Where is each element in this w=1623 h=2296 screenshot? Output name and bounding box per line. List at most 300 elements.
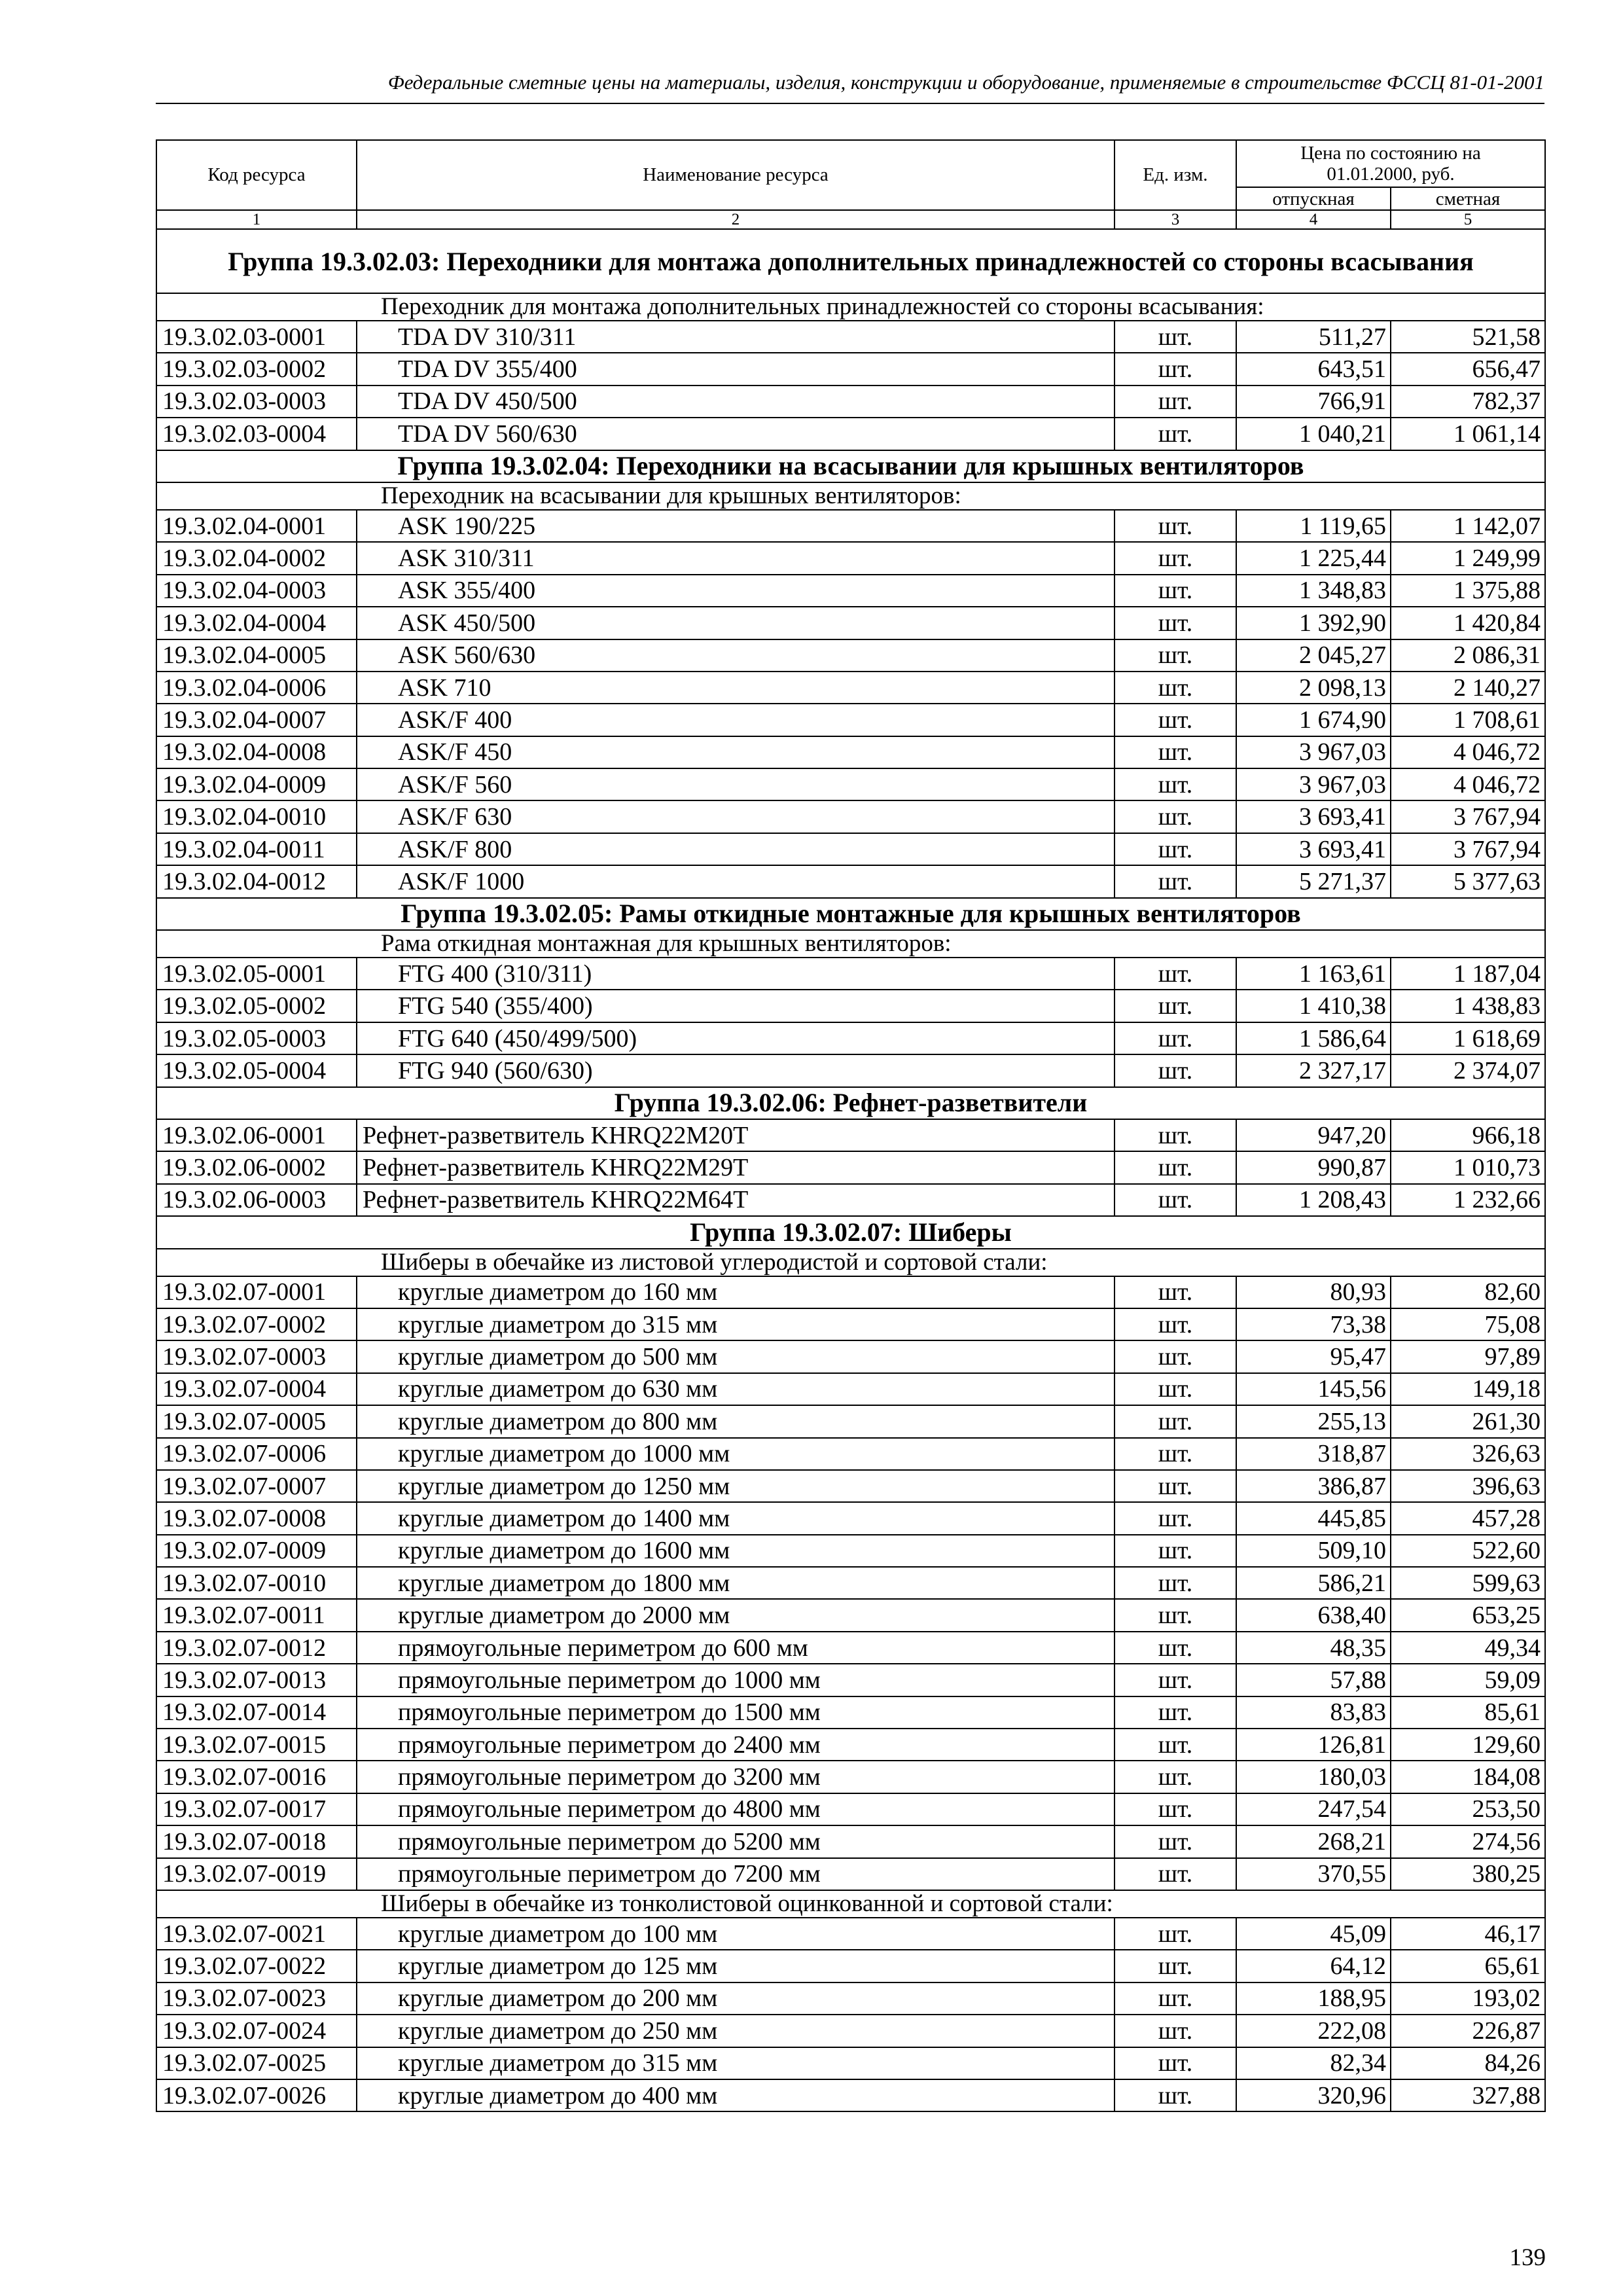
resource-code: 19.3.02.07-0009 [156,1535,357,1567]
table-row [156,542,1545,574]
resource-code: 19.3.02.03-0003 [156,386,357,418]
unit: шт. [1115,990,1236,1022]
release-price: 247,54 [1236,1793,1391,1825]
resource-name: круглые диаметром до 1800 мм [357,1567,1115,1599]
estimate-price: 4 046,72 [1391,768,1545,800]
resource-code: 19.3.02.04-0007 [156,704,357,736]
release-price: 255,13 [1236,1405,1391,1437]
unit: шт. [1115,1696,1236,1729]
estimate-price: 129,60 [1391,1729,1545,1761]
estimate-price: 327,88 [1391,2079,1545,2111]
estimate-price: 1 420,84 [1391,607,1545,639]
estimate-price: 1 618,69 [1391,1022,1545,1054]
release-price: 57,88 [1236,1664,1391,1696]
estimate-price: 2 140,27 [1391,672,1545,704]
table-row [156,1567,1545,1599]
table-row [156,865,1545,897]
release-price: 3 693,41 [1236,800,1391,833]
table-row [156,1918,1545,1950]
unit: шт. [1115,704,1236,736]
estimate-price: 521,58 [1391,321,1545,353]
table-row [156,768,1545,800]
resource-code: 19.3.02.07-0013 [156,1664,357,1696]
subgroup-row [156,1890,1545,1918]
release-price: 180,03 [1236,1761,1391,1793]
unit: шт. [1115,353,1236,385]
table-row [156,1502,1545,1534]
estimate-price: 457,28 [1391,1502,1545,1534]
release-price: 1 208,43 [1236,1184,1391,1216]
table-row [156,1950,1545,1982]
unit: шт. [1115,672,1236,704]
resource-code: 19.3.02.07-0007 [156,1470,357,1502]
resource-code: 19.3.02.07-0026 [156,2079,357,2111]
release-price: 947,20 [1236,1119,1391,1151]
table-row [156,833,1545,865]
unit: шт. [1115,1502,1236,1534]
table-row [156,607,1545,639]
resource-name: ASK 450/500 [357,607,1115,639]
release-price: 509,10 [1236,1535,1391,1567]
estimate-price: 396,63 [1391,1470,1545,1502]
release-price: 188,95 [1236,1982,1391,2015]
resource-code: 19.3.02.07-0004 [156,1373,357,1405]
resource-code: 19.3.02.07-0014 [156,1696,357,1729]
table-row [156,1308,1545,1340]
resource-code: 19.3.02.03-0004 [156,418,357,450]
resource-code: 19.3.02.04-0008 [156,736,357,768]
resource-code: 19.3.02.07-0002 [156,1308,357,1340]
unit: шт. [1115,800,1236,833]
unit: шт. [1115,1632,1236,1664]
resource-name: TDA DV 560/630 [357,418,1115,450]
release-price: 586,21 [1236,1567,1391,1599]
resource-code: 19.3.02.04-0005 [156,639,357,672]
unit: шт. [1115,1151,1236,1183]
resource-name: круглые диаметром до 250 мм [357,2015,1115,2047]
subgroup-title: Рама откидная монтажная для крышных вентиляторов: [156,930,1545,958]
table-row [156,321,1545,353]
subgroup-title: Шиберы в обечайке из листовой углеродистой и сортовой стали: [156,1249,1545,1276]
estimate-price: 4 046,72 [1391,736,1545,768]
estimate-price: 261,30 [1391,1405,1545,1437]
resource-code: 19.3.02.07-0001 [156,1276,357,1308]
estimate-price: 1 061,14 [1391,418,1545,450]
unit: шт. [1115,386,1236,418]
group-title: Группа 19.3.02.07: Шиберы [156,1216,1545,1248]
release-price: 445,85 [1236,1502,1391,1534]
unit: шт. [1115,1761,1236,1793]
group-title: Группа 19.3.02.04: Переходники на всасывании для крышных вентиляторов [156,450,1545,482]
table-row [156,510,1545,542]
release-price: 370,55 [1236,1858,1391,1890]
column-header-release-price: отпускная [1236,187,1391,210]
estimate-price: 97,89 [1391,1340,1545,1372]
table-body [156,229,1545,2111]
resource-code: 19.3.02.07-0021 [156,1918,357,1950]
release-price: 1 392,90 [1236,607,1391,639]
release-price: 3 967,03 [1236,768,1391,800]
estimate-price: 85,61 [1391,1696,1545,1729]
unit: шт. [1115,1276,1236,1308]
column-header-unit: Ед. изм. [1115,140,1236,210]
table-row [156,1373,1545,1405]
resource-name: ASK 310/311 [357,542,1115,574]
running-header: Федеральные сметные цены на материалы, изделия, конструкции и оборудование, применяемые в строительстве ФССЦ 81-01-2001 [387,71,1544,94]
group-title: Группа 19.3.02.05: Рамы откидные монтажные для крышных вентиляторов [156,898,1545,930]
release-price: 80,93 [1236,1276,1391,1308]
unit: шт. [1115,1184,1236,1216]
unit: шт. [1115,1599,1236,1631]
estimate-price: 1 438,83 [1391,990,1545,1022]
table-row [156,990,1545,1022]
unit: шт. [1115,1470,1236,1502]
release-price: 95,47 [1236,1340,1391,1372]
estimate-price: 1 142,07 [1391,510,1545,542]
resource-name: ASK/F 1000 [357,865,1115,897]
release-price: 643,51 [1236,353,1391,385]
estimate-price: 2 374,07 [1391,1054,1545,1086]
resource-code: 19.3.02.07-0019 [156,1858,357,1890]
release-price: 48,35 [1236,1632,1391,1664]
resource-name: TDA DV 310/311 [357,321,1115,353]
resource-name: прямоугольные периметром до 1000 мм [357,1664,1115,1696]
release-price: 83,83 [1236,1696,1391,1729]
resource-name: TDA DV 355/400 [357,353,1115,385]
resource-code: 19.3.02.04-0001 [156,510,357,542]
resource-name: круглые диаметром до 125 мм [357,1950,1115,1982]
estimate-price: 184,08 [1391,1761,1545,1793]
estimate-price: 1 249,99 [1391,542,1545,574]
table-row [156,1054,1545,1086]
release-price: 3 967,03 [1236,736,1391,768]
subgroup-row [156,930,1545,958]
resource-code: 19.3.02.04-0011 [156,833,357,865]
table-row [156,1632,1545,1664]
estimate-price: 599,63 [1391,1567,1545,1599]
unit: шт. [1115,1119,1236,1151]
column-header-code: Код ресурса [156,140,357,210]
unit: шт. [1115,1918,1236,1950]
resource-name: ASK 560/630 [357,639,1115,672]
resource-code: 19.3.02.07-0003 [156,1340,357,1372]
resource-name: круглые диаметром до 1600 мм [357,1535,1115,1567]
resource-name: круглые диаметром до 2000 мм [357,1599,1115,1631]
group-title: Группа 19.3.02.06: Рефнет-разветвители [156,1087,1545,1119]
estimate-price: 253,50 [1391,1793,1545,1825]
release-price: 1 163,61 [1236,958,1391,990]
resource-code: 19.3.02.06-0003 [156,1184,357,1216]
resource-name: круглые диаметром до 160 мм [357,1276,1115,1308]
resource-code: 19.3.02.05-0004 [156,1054,357,1086]
unit: шт. [1115,1982,1236,2015]
table-row [156,1664,1545,1696]
estimate-price: 326,63 [1391,1438,1545,1470]
resource-name: круглые диаметром до 400 мм [357,2079,1115,2111]
release-price: 1 348,83 [1236,575,1391,607]
resource-code: 19.3.02.07-0015 [156,1729,357,1761]
release-price: 2 327,17 [1236,1054,1391,1086]
column-number: 1 [156,210,357,229]
resource-code: 19.3.02.03-0002 [156,353,357,385]
column-number: 2 [357,210,1115,229]
table-row [156,2079,1545,2111]
column-header-price: Цена по состоянию на 01.01.2000, руб. [1236,140,1545,187]
unit: шт. [1115,2079,1236,2111]
resource-name: прямоугольные периметром до 2400 мм [357,1729,1115,1761]
resource-name: TDA DV 450/500 [357,386,1115,418]
unit: шт. [1115,510,1236,542]
resource-name: прямоугольные периметром до 4800 мм [357,1793,1115,1825]
table-row [156,1438,1545,1470]
estimate-price: 380,25 [1391,1858,1545,1890]
unit: шт. [1115,1535,1236,1567]
unit: шт. [1115,607,1236,639]
table-row [156,353,1545,385]
release-price: 126,81 [1236,1729,1391,1761]
resource-name: ASK/F 450 [357,736,1115,768]
release-price: 64,12 [1236,1950,1391,1982]
table-row [156,1470,1545,1502]
page-number: 139 [1509,2244,1546,2271]
release-price: 222,08 [1236,2015,1391,2047]
column-number: 4 [1236,210,1391,229]
estimate-price: 193,02 [1391,1982,1545,2015]
table-row [156,1982,1545,2015]
resource-name: FTG 400 (310/311) [357,958,1115,990]
estimate-price: 226,87 [1391,2015,1545,2047]
table-row [156,1599,1545,1631]
resource-name: прямоугольные периметром до 600 мм [357,1632,1115,1664]
resource-name: ASK 355/400 [357,575,1115,607]
estimate-price: 1 708,61 [1391,704,1545,736]
table-row [156,418,1545,450]
estimate-price: 149,18 [1391,1373,1545,1405]
release-price: 638,40 [1236,1599,1391,1631]
estimate-price: 2 086,31 [1391,639,1545,672]
release-price: 82,34 [1236,2047,1391,2079]
resource-code: 19.3.02.07-0006 [156,1438,357,1470]
subgroup-row [156,293,1545,321]
release-price: 3 693,41 [1236,833,1391,865]
resource-code: 19.3.02.05-0001 [156,958,357,990]
resource-name: ASK/F 400 [357,704,1115,736]
resource-code: 19.3.02.07-0016 [156,1761,357,1793]
release-price: 73,38 [1236,1308,1391,1340]
resource-code: 19.3.02.07-0023 [156,1982,357,2015]
estimate-price: 522,60 [1391,1535,1545,1567]
estimate-price: 656,47 [1391,353,1545,385]
column-number: 3 [1115,210,1236,229]
header-rule [156,103,1544,104]
resource-name: круглые диаметром до 1400 мм [357,1502,1115,1534]
release-price: 1 674,90 [1236,704,1391,736]
group-header-row [156,1216,1545,1248]
table-row [156,1184,1545,1216]
unit: шт. [1115,1567,1236,1599]
resource-code: 19.3.02.07-0012 [156,1632,357,1664]
release-price: 1 119,65 [1236,510,1391,542]
estimate-price: 84,26 [1391,2047,1545,2079]
unit: шт. [1115,542,1236,574]
unit: шт. [1115,1405,1236,1437]
table-row [156,1825,1545,1857]
resource-code: 19.3.02.04-0004 [156,607,357,639]
resource-code: 19.3.02.04-0009 [156,768,357,800]
estimate-price: 966,18 [1391,1119,1545,1151]
resource-name: круглые диаметром до 315 мм [357,2047,1115,2079]
estimate-price: 5 377,63 [1391,865,1545,897]
table-row [156,672,1545,704]
unit: шт. [1115,1054,1236,1086]
resource-name: прямоугольные периметром до 5200 мм [357,1825,1115,1857]
subgroup-row [156,482,1545,510]
resource-name: прямоугольные периметром до 7200 мм [357,1858,1115,1890]
resource-code: 19.3.02.04-0006 [156,672,357,704]
release-price: 1 586,64 [1236,1022,1391,1054]
table-row [156,1405,1545,1437]
table-row [156,736,1545,768]
table-row [156,386,1545,418]
resource-name: круглые диаметром до 200 мм [357,1982,1115,2015]
subgroup-title: Переходник для монтажа дополнительных принадлежностей со стороны всасывания: [156,293,1545,321]
group-header-row [156,229,1545,293]
unit: шт. [1115,639,1236,672]
estimate-price: 782,37 [1391,386,1545,418]
resource-code: 19.3.02.07-0017 [156,1793,357,1825]
resource-name: ASK/F 800 [357,833,1115,865]
estimate-price: 3 767,94 [1391,800,1545,833]
table-row [156,1858,1545,1890]
resource-code: 19.3.02.07-0018 [156,1825,357,1857]
unit: шт. [1115,1022,1236,1054]
unit: шт. [1115,1950,1236,1982]
resource-code: 19.3.02.04-0012 [156,865,357,897]
unit: шт. [1115,321,1236,353]
release-price: 5 271,37 [1236,865,1391,897]
release-price: 1 225,44 [1236,542,1391,574]
resource-name: ASK 710 [357,672,1115,704]
unit: шт. [1115,1373,1236,1405]
table-row [156,800,1545,833]
column-header-estimate-price: сметная [1391,187,1545,210]
resource-name: прямоугольные периметром до 1500 мм [357,1696,1115,1729]
resource-code: 19.3.02.05-0002 [156,990,357,1022]
resource-code: 19.3.02.07-0005 [156,1405,357,1437]
table-row [156,704,1545,736]
unit: шт. [1115,2015,1236,2047]
table-row [156,1793,1545,1825]
resource-name: Рефнет-разветвитель KHRQ22M29T [357,1151,1115,1183]
estimate-price: 46,17 [1391,1918,1545,1950]
table-row [156,1729,1545,1761]
resource-code: 19.3.02.05-0003 [156,1022,357,1054]
resource-name: FTG 640 (450/499/500) [357,1022,1115,1054]
resource-code: 19.3.02.07-0008 [156,1502,357,1534]
release-price: 320,96 [1236,2079,1391,2111]
resource-code: 19.3.02.06-0002 [156,1151,357,1183]
unit: шт. [1115,958,1236,990]
table-row [156,958,1545,990]
estimate-price: 653,25 [1391,1599,1545,1631]
unit: шт. [1115,1858,1236,1890]
table-row [156,1151,1545,1183]
unit: шт. [1115,768,1236,800]
resource-code: 19.3.02.07-0022 [156,1950,357,1982]
unit: шт. [1115,418,1236,450]
group-title: Группа 19.3.02.03: Переходники для монтажа дополнительных принадлежностей со стороны всасывания [156,229,1545,293]
unit: шт. [1115,1729,1236,1761]
estimate-price: 49,34 [1391,1632,1545,1664]
resource-code: 19.3.02.07-0011 [156,1599,357,1631]
unit: шт. [1115,2047,1236,2079]
resource-name: ASK 190/225 [357,510,1115,542]
group-header-row [156,898,1545,930]
release-price: 268,21 [1236,1825,1391,1857]
unit: шт. [1115,833,1236,865]
resource-name: ASK/F 630 [357,800,1115,833]
release-price: 511,27 [1236,321,1391,353]
release-price: 386,87 [1236,1470,1391,1502]
release-price: 145,56 [1236,1373,1391,1405]
estimate-price: 1 375,88 [1391,575,1545,607]
resource-code: 19.3.02.07-0010 [156,1567,357,1599]
unit: шт. [1115,1825,1236,1857]
table-row [156,1535,1545,1567]
resource-code: 19.3.02.03-0001 [156,321,357,353]
price-table [156,139,1546,2112]
unit: шт. [1115,865,1236,897]
subgroup-row [156,1249,1545,1276]
resource-name: круглые диаметром до 1000 мм [357,1438,1115,1470]
unit: шт. [1115,1438,1236,1470]
table-row [156,1022,1545,1054]
resource-name: прямоугольные периметром до 3200 мм [357,1761,1115,1793]
unit: шт. [1115,1664,1236,1696]
unit: шт. [1115,1308,1236,1340]
table-row [156,1119,1545,1151]
resource-name: ASK/F 560 [357,768,1115,800]
release-price: 45,09 [1236,1918,1391,1950]
table-row [156,639,1545,672]
estimate-price: 274,56 [1391,1825,1545,1857]
estimate-price: 82,60 [1391,1276,1545,1308]
resource-code: 19.3.02.07-0025 [156,2047,357,2079]
resource-name: Рефнет-разветвитель KHRQ22M64T [357,1184,1115,1216]
resource-name: круглые диаметром до 100 мм [357,1918,1115,1950]
unit: шт. [1115,575,1236,607]
column-number: 5 [1391,210,1545,229]
table-row [156,1276,1545,1308]
column-header-name: Наименование ресурса [357,140,1115,210]
resource-code: 19.3.02.04-0010 [156,800,357,833]
estimate-price: 75,08 [1391,1308,1545,1340]
release-price: 990,87 [1236,1151,1391,1183]
resource-name: FTG 540 (355/400) [357,990,1115,1022]
release-price: 318,87 [1236,1438,1391,1470]
release-price: 1 040,21 [1236,418,1391,450]
estimate-price: 65,61 [1391,1950,1545,1982]
resource-code: 19.3.02.04-0003 [156,575,357,607]
release-price: 766,91 [1236,386,1391,418]
estimate-price: 59,09 [1391,1664,1545,1696]
resource-code: 19.3.02.06-0001 [156,1119,357,1151]
resource-name: круглые диаметром до 500 мм [357,1340,1115,1372]
resource-name: круглые диаметром до 800 мм [357,1405,1115,1437]
group-header-row [156,450,1545,482]
estimate-price: 1 187,04 [1391,958,1545,990]
table-row [156,575,1545,607]
